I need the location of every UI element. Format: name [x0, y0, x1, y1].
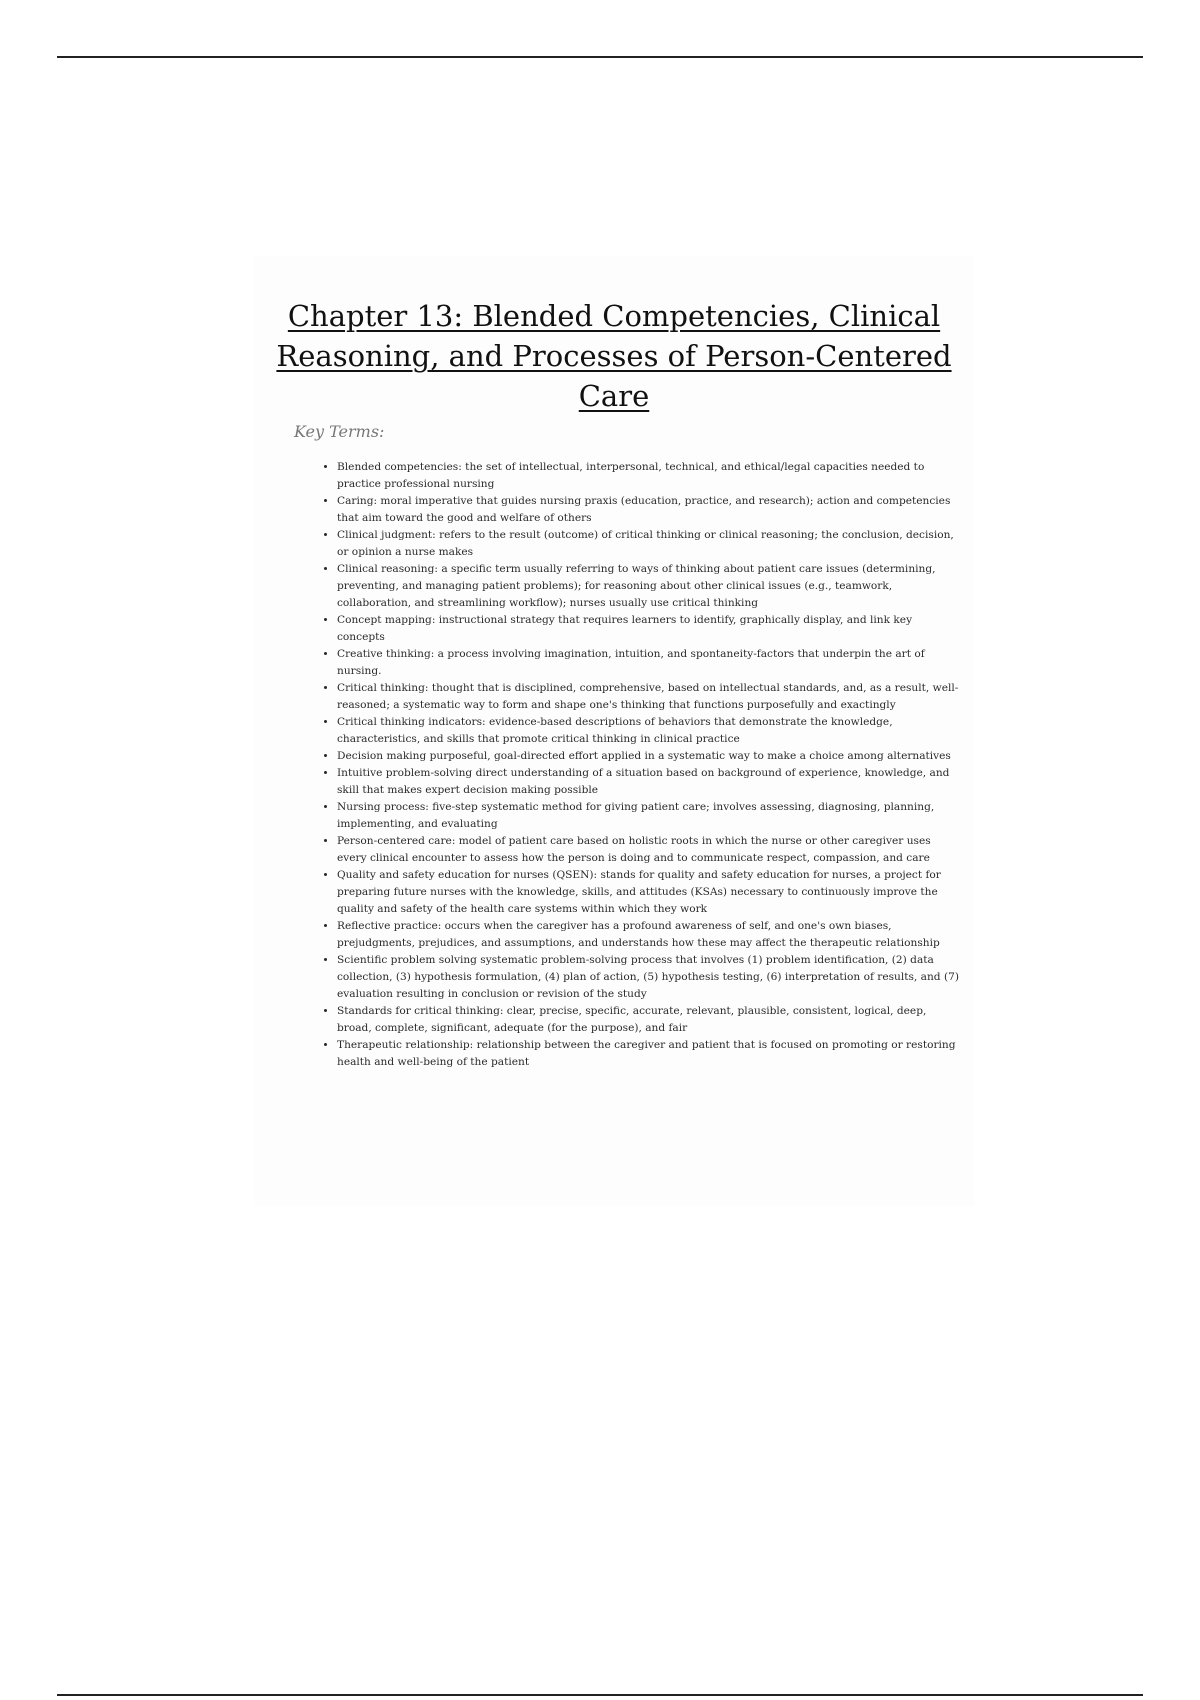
term-item: • Standards for critical thinking: clear, precise, specific, accurate, relevant, plausible, consistent, logical, deep, broad, complete, significant, adequate (for the purpose), and fair: [337, 1003, 962, 1037]
term-item: • Critical thinking indicators: evidence-based descriptions of behaviors that demonstrate the knowledge, characteristics, and skills that promote critical thinking in clinical practice: [337, 714, 962, 748]
term-item: • Blended competencies: the set of intellectual, interpersonal, technical, and ethical/legal capacities needed to practice professional nursing: [337, 459, 962, 493]
term-item: • Reflective practice: occurs when the caregiver has a profound awareness of self, and one's own biases, prejudgments, prejudices, and assumptions, and understands how these may affect the therapeutic relationship: [337, 918, 962, 952]
term-item: • Caring: moral imperative that guides nursing praxis (education, practice, and research); action and competencies that aim toward the good and welfare of others: [337, 493, 962, 527]
bottom-divider: [57, 1694, 1143, 1696]
term-item: • Creative thinking: a process involving imagination, intuition, and spontaneity-factors that underpin the art of nursing.: [337, 646, 962, 680]
key-terms-heading: Key Terms:: [294, 422, 385, 441]
term-item: • Clinical reasoning: a specific term usually referring to ways of thinking about patient care issues (determining, preventing, and managing patient problems); for reasoning about other clinical issues (e.g., teamwork, collaboration, and streamlining workflow); nurses usually use critical thinking: [337, 561, 962, 612]
term-item: • Therapeutic relationship: relationship between the caregiver and patient that is focused on promoting or restoring health and well-being of the patient: [337, 1037, 962, 1071]
top-divider: [57, 56, 1143, 58]
document-page: [254, 256, 974, 1206]
term-item: • Concept mapping: instructional strategy that requires learners to identify, graphically display, and link key concepts: [337, 612, 962, 646]
term-item: • Scientific problem solving systematic problem-solving process that involves (1) problem identification, (2) data collection, (3) hypothesis formulation, (4) plan of action, (5) hypothesis testing, (6) interpretation of results, and (7) evaluation resulting in conclusion or revision of the study: [337, 952, 962, 1003]
chapter-title: Chapter 13: Blended Competencies, Clinical Reasoning, and Processes of Person-Centered Care: [276, 299, 952, 413]
term-item: • Intuitive problem-solving direct understanding of a situation based on background of experience, knowledge, and skill that makes expert decision making possible: [337, 765, 962, 799]
key-terms-list: [254, 459, 974, 1071]
term-item: • Quality and safety education for nurses (QSEN): stands for quality and safety education for nurses, a project for preparing future nurses with the knowledge, skills, and attitudes (KSAs) necessary to continuously improve the quality and safety of the health care systems within which they work: [337, 867, 962, 918]
term-item: • Nursing process: five-step systematic method for giving patient care; involves assessing, diagnosing, planning, implementing, and evaluating: [337, 799, 962, 833]
term-item: • Decision making purposeful, goal-directed effort applied in a systematic way to make a choice among alternatives: [337, 748, 962, 765]
term-item: • Person-centered care: model of patient care based on holistic roots in which the nurse or other caregiver uses every clinical encounter to assess how the person is doing and to communicate respect, compassion, and care: [337, 833, 962, 867]
term-item: • Clinical judgment: refers to the result (outcome) of critical thinking or clinical reasoning; the conclusion, decision, or opinion a nurse makes: [337, 527, 962, 561]
term-item: • Critical thinking: thought that is disciplined, comprehensive, based on intellectual standards, and, as a result, well-reasoned; a systematic way to form and shape one's thinking that functions purposefully and exactingly: [337, 680, 962, 714]
